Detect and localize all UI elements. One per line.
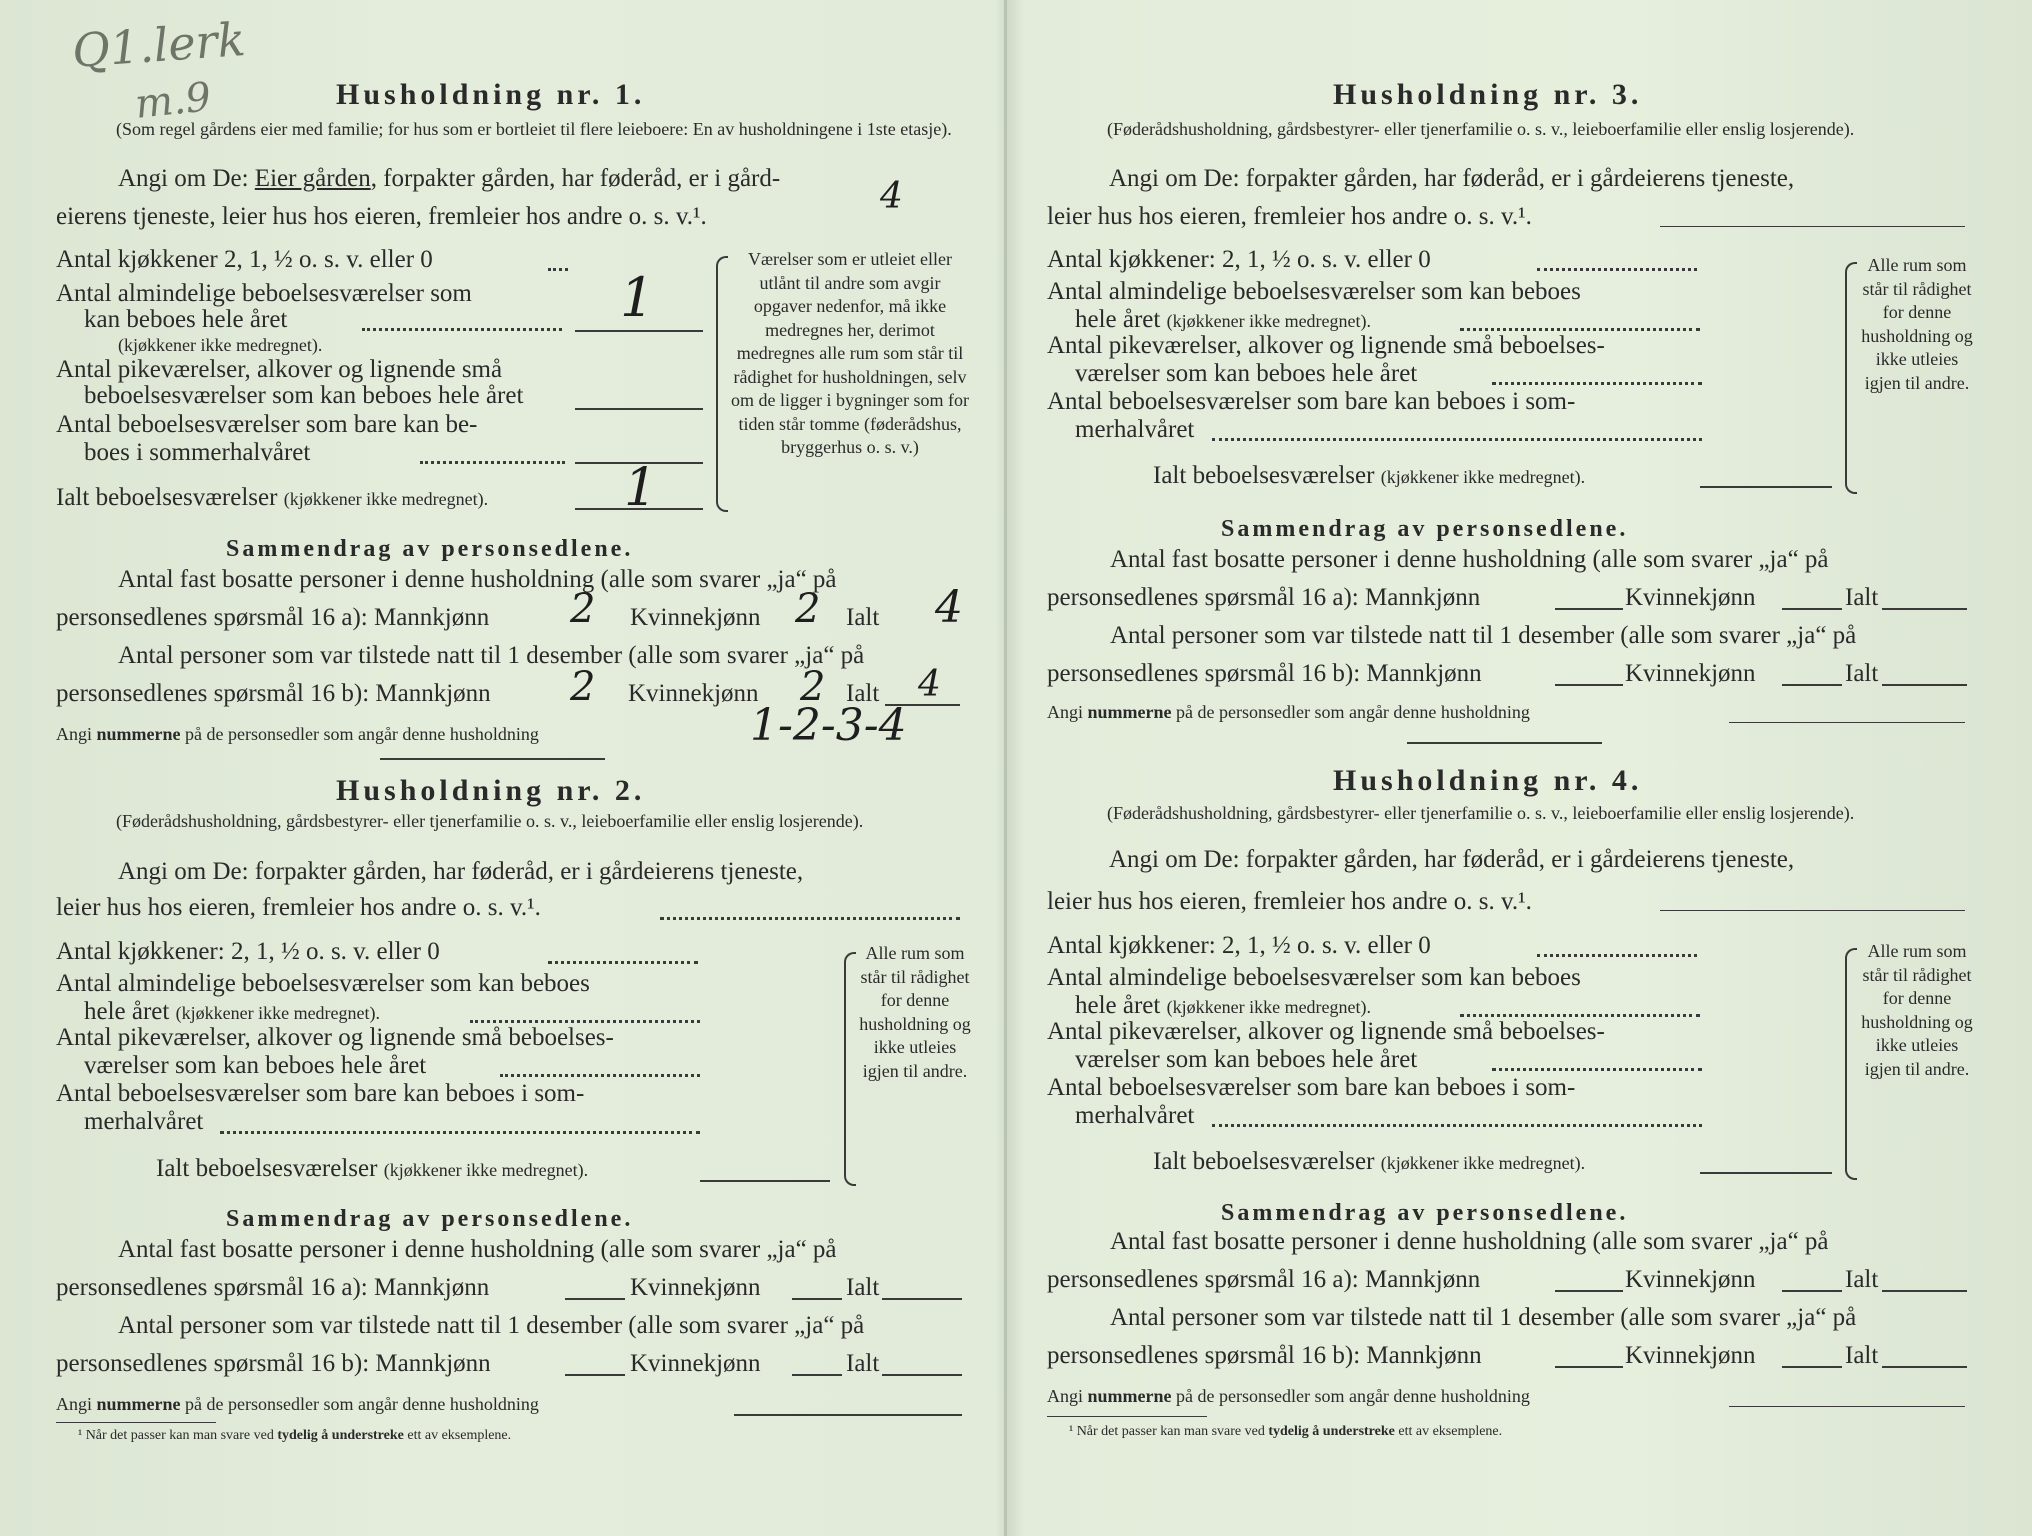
h3-b-ialt-line (1882, 684, 1967, 686)
household-2-title: Husholdning nr. 2. (336, 774, 646, 807)
h4-kjokken-label: Antal kjøkkener: 2, 1, ½ o. s. v. eller 0 (1047, 932, 1431, 959)
h4-almind-line1: Antal almindelige beboelsesværelser som kan beboes (1047, 964, 1581, 991)
h1-almind-value: 1 (620, 266, 655, 329)
h2-a-ialt-line (882, 1298, 962, 1300)
almind2: hele året (1075, 992, 1161, 1019)
h3-fast-line2: personsedlenes spørsmål 16 a): Mannkjønn (1047, 584, 1481, 611)
h3-side-brace (1845, 262, 1857, 494)
nummer-bold: nummerne (96, 724, 181, 744)
footnote-pre: ¹ Når det passer kan man svare ved (1069, 1424, 1265, 1439)
nummer-pre: Angi (1047, 1386, 1083, 1406)
corner-number: m.9 (132, 74, 214, 128)
h3-a-mann-line (1555, 608, 1623, 610)
household-4-angi-line2: leier hus hos eieren, fremleier hos andre o. s. v.¹. (1047, 888, 1532, 915)
household-3-angi-line2: leier hus hos eieren, fremleier hos andre o. s. v.¹. (1047, 203, 1532, 230)
footnote-post: ett av eksemplene. (1398, 1424, 1503, 1439)
nummer-post: på de personsedler som angår denne husholdning (1176, 702, 1530, 722)
h4-a-kvinne-line (1782, 1290, 1842, 1292)
h4-side-brace (1845, 948, 1857, 1180)
h3-a-ialt-line (1882, 608, 1967, 610)
h3-a-ialt-label: Ialt (1845, 584, 1879, 611)
household-1-subtitle: (Som regel gårdens eier med familie; for hus som er bortleiet til flere leieboere: En av husholdningene i 1ste etasje). (116, 119, 952, 139)
nummer-post: på de personsedler som angår denne husholdning (185, 1394, 539, 1414)
h3-almind-line1: Antal almindelige beboelsesværelser som kan beboes (1047, 278, 1581, 305)
h4-b-ialt-line (1882, 1366, 1967, 1368)
h1-sommer-line1: Antal beboelsesværelser som bare kan be- (56, 411, 478, 438)
h2-b-ialt-line (882, 1374, 962, 1376)
h1-b-mann-value: 2 (570, 664, 596, 710)
h2-almind-line2 (84, 998, 380, 1026)
h2-a-ialt-label: Ialt (846, 1274, 880, 1301)
h1-almind-line2: kan beboes hele året (84, 306, 288, 333)
h1-kjokken-leader (548, 268, 568, 271)
h1-side-note: Værelser som er utleiet eller utlånt til andre som avgir opgaver nedenfor, må ikke medregnes her, derimot medregnes alle rum som står til rådighet for husholdningen, selv om de ligger i bygninger som for tiden står tomme (føderådshus, bryggerhus o. s. v.) (731, 249, 969, 457)
h2-side-note: Alle rum som står til rådighet for denne husholdning og ikke utleies igjen til andre. (859, 943, 971, 1081)
h1-nummer-value: 1-2-3-4 (750, 700, 907, 751)
almind2b: (kjøkkener ikke medregnet). (1166, 997, 1372, 1017)
h1-almind-leader (362, 328, 562, 331)
h2-b-kvinne-label: Kvinnekjønn (630, 1350, 761, 1377)
household-2-angi-line1: Angi om De: forpakter gården, har føderåd, er i gårdeierens tjeneste, (118, 858, 804, 885)
h3-end-separator (1407, 742, 1602, 744)
ialt-text: Ialt beboelsesværelser (1153, 1148, 1375, 1175)
h2-tilst-line2: personsedlenes spørsmål 16 b): Mannkjønn (56, 1350, 491, 1377)
h4-angi-line (1660, 910, 1965, 911)
household-2-angi-line2: leier hus hos eieren, fremleier hos andre o. s. v.¹. (56, 894, 541, 921)
fast-label: personsedlenes spørsmål 16 a): Mannkjønn (56, 604, 490, 631)
h3-kjokken-label: Antal kjøkkener: 2, 1, ½ o. s. v. eller 0 (1047, 246, 1431, 273)
h4-b-mann-line (1555, 1366, 1623, 1368)
h3-b-ialt-label: Ialt (1845, 660, 1879, 687)
h4-tilst-line1: Antal personer som var tilstede natt til 1 desember (alle som svarer „ja“ på (1110, 1304, 1857, 1331)
h1-summary-title: Sammendrag av personsedlene. (226, 536, 634, 562)
eier-garden-underlined: Eier gården (254, 165, 371, 192)
right-page (1007, 0, 2032, 1536)
footnote-left (78, 1428, 511, 1444)
h3-sommer-line2: merhalvåret (1075, 416, 1195, 443)
household-1-angi-line2: eierens tjeneste, leier hus hos eieren, fremleier hos andre o. s. v.¹. (56, 203, 707, 230)
h4-almind-leader (1460, 1014, 1700, 1017)
h1-a-mann-value: 2 (570, 586, 596, 632)
footnote-pre: ¹ Når det passer kan man svare ved (78, 1428, 274, 1443)
h1-pike-line2: beboelsesværelser som kan beboes hele året (84, 382, 524, 409)
household-4-subtitle: (Føderådshusholdning, gårdsbestyrer- eller tjenerfamilie o. s. v., leieboerfamilie eller enslig losjerende). (1107, 803, 1855, 823)
h1-sommer-leader (420, 461, 565, 464)
h2-fast-line1: Antal fast bosatte personer i denne husholdning (alle som svarer „ja“ på (118, 1236, 837, 1263)
h1-kjokken-label: Antal kjøkkener 2, 1, ½ o. s. v. eller 0 (56, 246, 433, 273)
household-3-title: Husholdning nr. 3. (1333, 78, 1643, 111)
h4-almind-line2 (1075, 992, 1371, 1020)
household-4-title: Husholdning nr. 4. (1333, 764, 1643, 797)
h4-ialt-label (1153, 1148, 1585, 1176)
footnote-rule-right (1047, 1416, 1207, 1417)
h3-side-note: Alle rum som står til rådighet for denne husholdning og ikke utleies igjen til andre. (1861, 255, 1973, 393)
h3-angi-line (1660, 226, 1965, 227)
nummer-bold: nummerne (1087, 1386, 1172, 1406)
h1-sommer-line2: boes i sommerhalvåret (84, 439, 311, 466)
h4-a-kvinne-label: Kvinnekjønn (1625, 1266, 1756, 1293)
h4-b-kvinne-line (1782, 1366, 1842, 1368)
h1-pike-line1: Antal pikeværelser, alkover og lignende små (56, 356, 503, 383)
h1-ialt-label (56, 484, 488, 512)
footnote-rule-left (56, 1422, 216, 1423)
h4-pike-leader (1492, 1068, 1702, 1071)
h3-fast-line1: Antal fast bosatte personer i denne husholdning (alle som svarer „ja“ på (1110, 546, 1829, 573)
almind2b: (kjøkkener ikke medregnet). (175, 1003, 381, 1023)
h3-tilst-line2: personsedlenes spørsmål 16 b): Mannkjønn (1047, 660, 1482, 687)
h1-a-kvinne-label: Kvinnekjønn (630, 604, 761, 631)
nummer-bold: nummerne (1087, 702, 1172, 722)
h1-b-ialt-value: 4 (918, 664, 941, 705)
h2-almind-leader (470, 1020, 700, 1023)
h4-b-kvinne-label: Kvinnekjønn (1625, 1342, 1756, 1369)
corner-annotation: Q1.lerk (70, 12, 248, 78)
h3-a-kvinne-line (1782, 608, 1842, 610)
left-page (0, 0, 1004, 1536)
nummer-post: på de personsedler som angår denne husholdning (185, 724, 539, 744)
h3-almind-line2 (1075, 306, 1371, 334)
h3-sommer-leader (1212, 438, 1702, 441)
household-3-subtitle: (Føderådshusholdning, gårdsbestyrer- eller tjenerfamilie o. s. v., leieboerfamilie eller enslig losjerende). (1107, 119, 1855, 139)
h3-sommer-line1: Antal beboelsesværelser som bare kan beboes i som- (1047, 388, 1576, 415)
h3-b-kvinne-line (1782, 684, 1842, 686)
h3-b-mann-line (1555, 684, 1623, 686)
h4-summary-title: Sammendrag av personsedlene. (1221, 1200, 1629, 1226)
h2-almind-line1: Antal almindelige beboelsesværelser som kan beboes (56, 970, 590, 997)
h2-side-brace (844, 952, 856, 1186)
ialt-text: Ialt beboelsesværelser (156, 1155, 378, 1182)
h1-almind-line1: Antal almindelige beboelsesværelser som (56, 280, 472, 307)
household-1-angi-handwriting: 4 (880, 176, 903, 217)
h1-side-brace (716, 256, 728, 512)
nummer-pre: Angi (1047, 702, 1083, 722)
household-1-title: Husholdning nr. 1. (336, 78, 646, 111)
h2-sommer-line1: Antal beboelsesværelser som bare kan beboes i som- (56, 1080, 585, 1107)
h4-nummer-label (1047, 1386, 1530, 1407)
h1-b-kvinne-value: 2 (800, 664, 826, 710)
h3-nummer-label (1047, 702, 1530, 723)
footnote-bold: tydelig å understreke (277, 1428, 404, 1443)
h4-sommer-line2: merhalvåret (1075, 1102, 1195, 1129)
h4-sommer-leader (1212, 1124, 1702, 1127)
almind2: hele året (1075, 306, 1161, 333)
h1-almind-line3: (kjøkkener ikke medregnet). (118, 335, 323, 355)
h2-sommer-line2: merhalvåret (84, 1108, 204, 1135)
angi-rest: , forpakter gården, har føderåd, er i gård- (370, 165, 781, 192)
h1-b-ialt-label: Ialt (846, 680, 880, 707)
angi-prefix: Angi om De: (118, 165, 249, 192)
h2-kjokken-label: Antal kjøkkener: 2, 1, ½ o. s. v. eller 0 (56, 938, 440, 965)
h2-ialt-label (156, 1155, 588, 1183)
h4-kjokken-leader (1537, 954, 1697, 957)
h4-a-ialt-label: Ialt (1845, 1266, 1879, 1293)
h2-b-ialt-label: Ialt (846, 1350, 880, 1377)
h2-fast-line2: personsedlenes spørsmål 16 a): Mannkjønn (56, 1274, 490, 1301)
h4-a-mann-line (1555, 1290, 1623, 1292)
h1-fast-line2 (56, 604, 489, 632)
h4-pike-line2: værelser som kan beboes hele året (1075, 1046, 1418, 1073)
household-1-angi-line1 (118, 165, 780, 193)
nummer-bold: nummerne (96, 1394, 181, 1414)
h2-nummer-line (734, 1414, 962, 1416)
almind2: hele året (84, 998, 170, 1025)
h2-a-kvinne-label: Kvinnekjønn (630, 1274, 761, 1301)
ialt-note: (kjøkkener ikke medregnet). (283, 489, 489, 509)
h2-pike-line1: Antal pikeværelser, alkover og lignende små beboelses- (56, 1024, 614, 1051)
h2-pike-line2: værelser som kan beboes hele året (84, 1052, 427, 1079)
ialt-note: (kjøkkener ikke medregnet). (383, 1160, 589, 1180)
h3-tilst-line1: Antal personer som var tilstede natt til 1 desember (alle som svarer „ja“ på (1110, 622, 1857, 649)
h3-pike-line2: værelser som kan beboes hele året (1075, 360, 1418, 387)
h1-fast-line1: Antal fast bosatte personer i denne husholdning (alle som svarer „ja“ på (118, 566, 837, 593)
h2-b-kvinne-line (792, 1374, 842, 1376)
h4-fast-line2: personsedlenes spørsmål 16 a): Mannkjønn (1047, 1266, 1481, 1293)
ialt-note: (kjøkkener ikke medregnet). (1380, 1153, 1586, 1173)
h4-tilst-line2: personsedlenes spørsmål 16 b): Mannkjønn (1047, 1342, 1482, 1369)
household-4-angi-line1: Angi om De: forpakter gården, har føderåd, er i gårdeierens tjeneste, (1109, 846, 1795, 873)
h4-ialt-field-line (1700, 1172, 1832, 1174)
h2-angi-leader (660, 917, 960, 920)
h3-pike-leader (1492, 382, 1702, 385)
h1-ialt-value: 1 (624, 458, 658, 518)
h2-pike-leader (500, 1074, 700, 1077)
h4-a-ialt-line (1882, 1290, 1967, 1292)
h2-nummer-label (56, 1394, 539, 1415)
h2-b-mann-line (565, 1374, 625, 1376)
h2-kjokken-leader (548, 961, 698, 964)
h3-pike-line1: Antal pikeværelser, alkover og lignende små beboelses- (1047, 332, 1605, 359)
h2-ialt-field-line (700, 1180, 830, 1182)
household-3-angi-line1: Angi om De: forpakter gården, har føderåd, er i gårdeierens tjeneste, (1109, 165, 1795, 192)
almind2b: (kjøkkener ikke medregnet). (1166, 311, 1372, 331)
h1-a-kvinne-value: 2 (795, 586, 821, 632)
h2-sommer-leader (220, 1131, 700, 1134)
h1-a-ialt-label: Ialt (846, 604, 880, 631)
h2-summary-title: Sammendrag av personsedlene. (226, 1206, 634, 1232)
h4-b-ialt-label: Ialt (1845, 1342, 1879, 1369)
ialt-note: (kjøkkener ikke medregnet). (1380, 467, 1586, 487)
h4-fast-line1: Antal fast bosatte personer i denne husholdning (alle som svarer „ja“ på (1110, 1228, 1829, 1255)
h4-nummer-line (1729, 1406, 1965, 1407)
household-2-subtitle: (Føderådshusholdning, gårdsbestyrer- eller tjenerfamilie o. s. v., leieboerfamilie eller enslig losjerende). (116, 811, 864, 831)
h1-pike-field-line (575, 408, 703, 410)
h3-almind-leader (1460, 328, 1700, 331)
h3-ialt-label (1153, 462, 1585, 490)
h2-a-kvinne-line (792, 1298, 842, 1300)
h3-kjokken-leader (1537, 268, 1697, 271)
nummer-post: på de personsedler som angår denne husholdning (1176, 1386, 1530, 1406)
h1-a-ialt-value: 4 (935, 582, 963, 633)
ialt-text: Ialt beboelsesværelser (1153, 462, 1375, 489)
h1-tilst-line2: personsedlenes spørsmål 16 b): Mannkjønn (56, 680, 491, 707)
h2-a-mann-line (565, 1298, 625, 1300)
ialt-text: Ialt beboelsesværelser (56, 484, 278, 511)
h3-summary-title: Sammendrag av personsedlene. (1221, 516, 1629, 542)
h3-ialt-field-line (1700, 486, 1832, 488)
h1-nummer-label (56, 724, 539, 745)
h4-sommer-line1: Antal beboelsesværelser som bare kan beboes i som- (1047, 1074, 1576, 1101)
nummer-pre: Angi (56, 1394, 92, 1414)
h1-almind-field-line (575, 330, 703, 332)
h1-b-kvinne-label: Kvinnekjønn (628, 680, 759, 707)
h1-end-separator (380, 758, 605, 760)
h4-pike-line1: Antal pikeværelser, alkover og lignende små beboelses- (1047, 1018, 1605, 1045)
h3-nummer-line (1729, 722, 1965, 723)
footnote-post: ett av eksemplene. (407, 1428, 512, 1443)
footnote-right (1069, 1424, 1502, 1440)
h1-tilst-line1: Antal personer som var tilstede natt til 1 desember (alle som svarer „ja“ på (118, 642, 865, 669)
h3-a-kvinne-label: Kvinnekjønn (1625, 584, 1756, 611)
footnote-bold: tydelig å understreke (1268, 1424, 1395, 1439)
h2-tilst-line1: Antal personer som var tilstede natt til 1 desember (alle som svarer „ja“ på (118, 1312, 865, 1339)
h4-side-note: Alle rum som står til rådighet for denne husholdning og ikke utleies igjen til andre. (1861, 941, 1973, 1079)
nummer-pre: Angi (56, 724, 92, 744)
h3-b-kvinne-label: Kvinnekjønn (1625, 660, 1756, 687)
